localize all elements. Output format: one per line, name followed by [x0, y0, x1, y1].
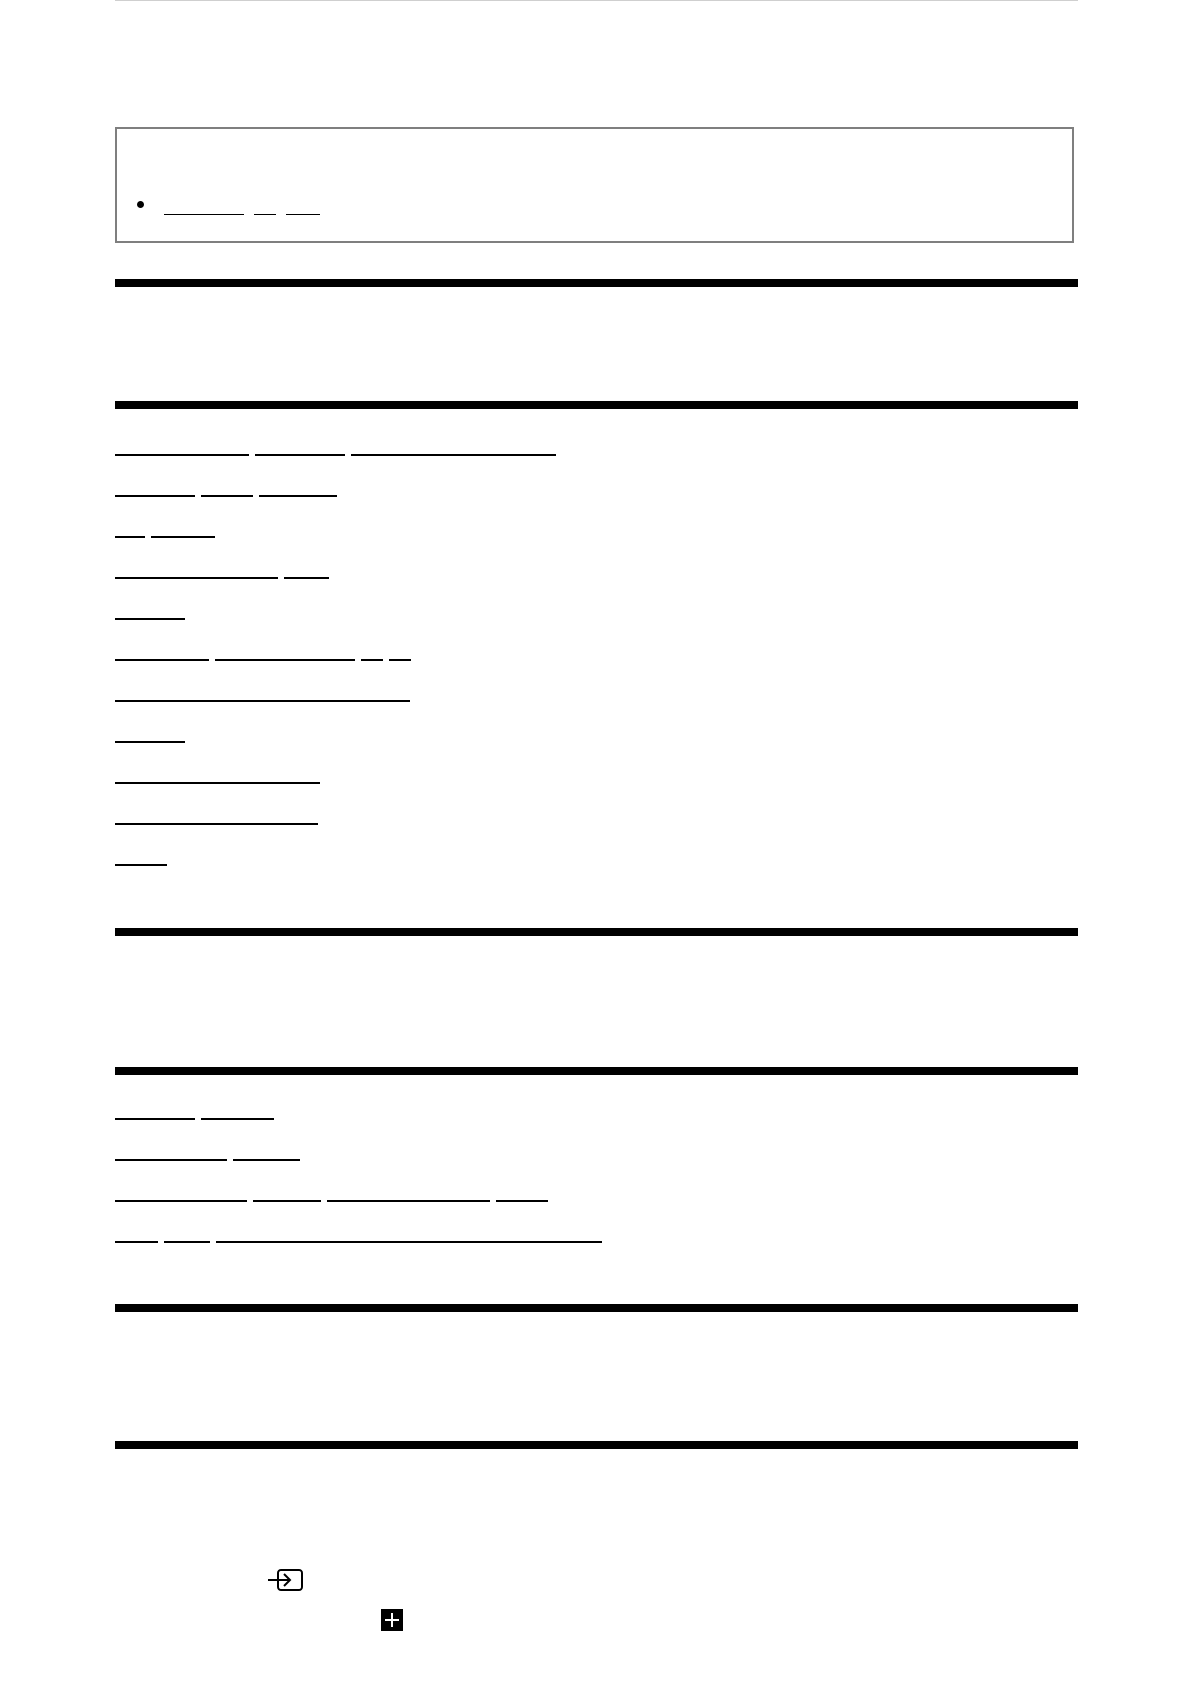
section-1-link-11[interactable]	[115, 836, 167, 866]
section-2-link-1[interactable]	[115, 1090, 274, 1120]
section-1-link-2[interactable]	[115, 467, 337, 497]
list-item	[115, 1213, 1078, 1254]
section-1-bottom-rule	[115, 401, 1078, 409]
section-1-link-9[interactable]	[115, 754, 320, 784]
section-2-bottom-rule	[115, 1067, 1078, 1075]
list-item	[115, 1090, 1078, 1131]
section-3-top-rule	[115, 1304, 1078, 1312]
section-2-heading	[0, 0, 1, 1]
list-item	[115, 672, 1078, 713]
section-1-link-list	[115, 426, 1078, 877]
list-item	[115, 1172, 1078, 1213]
section-1-link-7[interactable]	[115, 672, 410, 702]
note-link[interactable]	[164, 195, 320, 215]
list-item	[115, 631, 1078, 672]
section-2-link-list	[115, 1090, 1078, 1254]
input-source-icon	[266, 1566, 306, 1594]
list-item	[115, 1131, 1078, 1172]
list-item	[115, 467, 1078, 508]
section-3-body	[0, 0, 1, 1]
section-2-link-4[interactable]	[115, 1213, 602, 1243]
list-item	[115, 426, 1078, 467]
section-1-link-1[interactable]	[115, 426, 556, 456]
note-box	[115, 127, 1074, 243]
list-item	[115, 836, 1078, 877]
bullet-icon	[137, 201, 144, 208]
section-1-link-4[interactable]	[115, 549, 329, 579]
section-1-link-3[interactable]	[115, 508, 215, 538]
section-1-heading	[0, 0, 1, 1]
section-2-link-2[interactable]	[115, 1131, 300, 1161]
section-1-top-rule	[115, 279, 1078, 287]
section-1-link-5[interactable]	[115, 590, 185, 620]
section-1-link-10[interactable]	[115, 795, 318, 825]
list-item	[115, 549, 1078, 590]
section-1-link-8[interactable]	[115, 713, 185, 743]
section-2-link-3[interactable]	[115, 1172, 548, 1202]
section-3-bottom-rule	[115, 1441, 1078, 1449]
top-divider	[115, 0, 1078, 1]
section-3-heading	[0, 0, 1, 1]
list-item	[115, 754, 1078, 795]
section-2-top-rule	[115, 928, 1078, 936]
plus-button-icon	[381, 1609, 403, 1631]
list-item	[115, 795, 1078, 836]
section-1-link-6[interactable]	[115, 631, 411, 661]
list-item	[115, 508, 1078, 549]
list-item	[115, 713, 1078, 754]
list-item	[115, 590, 1078, 631]
